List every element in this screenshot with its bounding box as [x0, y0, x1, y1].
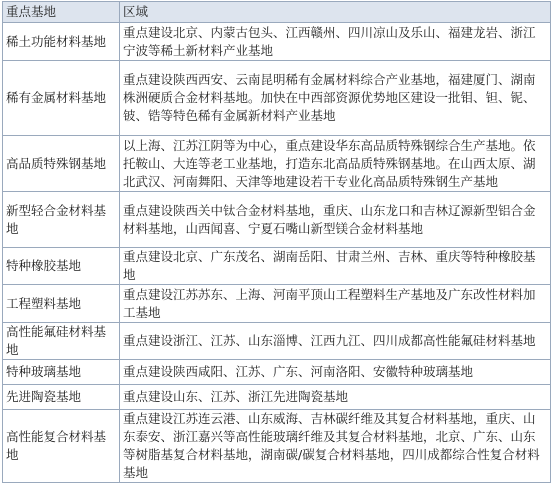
table-row	[3, 385, 551, 410]
row-base: 稀土功能材料基地	[3, 23, 120, 61]
row-base: 工程塑料基地	[3, 285, 120, 323]
row-region: 重点建设北京、广东茂名、湖南岳阳、甘肃兰州、吉林、重庆等特种橡胶基地	[120, 248, 551, 285]
row-base: 新型轻合金材料基地	[3, 192, 120, 248]
row-base: 高性能复合材料基地	[3, 410, 120, 483]
row-base: 高性能氟硅材料基地	[3, 323, 120, 360]
table-row	[3, 360, 551, 385]
row-base: 高品质特殊钢基地	[3, 136, 120, 192]
row-region: 重点建设陕西西安、云南昆明稀有金属材料综合产业基地，福建厦门、湖南株洲硬质合金材料基地。加快在中西部资源优势地区建设一批钼、钽、铌、铍、锆等特色稀有金属新材料产业基地	[120, 61, 551, 136]
bases-table	[2, 1, 551, 483]
table-row	[3, 285, 551, 323]
row-base: 特种玻璃基地	[3, 360, 120, 385]
table-row	[3, 248, 551, 285]
header-region: 区域	[120, 2, 551, 23]
row-region: 以上海、江苏江阴等为中心，重点建设华东高品质特殊钢综合生产基地。依托鞍山、大连等老工业基地，打造东北高品质特殊钢基地。在山西太原、湖北武汉、河南舞阳、天津等地建设若干专业化高品质特殊钢生产基地	[120, 136, 551, 192]
table-row	[3, 410, 551, 483]
row-region: 重点建设江苏连云港、山东威海、吉林碳纤维及其复合材料基地，重庆、山东泰安、浙江嘉兴等高性能玻璃纤维及其复合材料基地，北京、广东、山东等树脂基复合材料基地，湖南碳/碳复合材料基地，四川成都综合性复合材料基地	[120, 410, 551, 483]
row-region: 重点建设江苏苏东、上海、河南平顶山工程塑料生产基地及广东改性材料加工基地	[120, 285, 551, 323]
table-row	[3, 61, 551, 136]
row-region: 重点建设陕西关中钛合金材料基地，重庆、山东龙口和吉林辽源新型铝合金材料基地，山西闻喜、宁夏石嘴山新型镁合金材料基地	[120, 192, 551, 248]
row-base: 特种橡胶基地	[3, 248, 120, 285]
table-row	[3, 136, 551, 192]
row-region: 重点建设浙江、江苏、山东淄博、江西九江、四川成都高性能氟硅材料基地	[120, 323, 551, 360]
row-region: 重点建设山东、江苏、浙江先进陶瓷基地	[120, 385, 551, 410]
row-base: 稀有金属材料基地	[3, 61, 120, 136]
row-base: 先进陶瓷基地	[3, 385, 120, 410]
header-base: 重点基地	[3, 2, 120, 23]
table-row	[3, 323, 551, 360]
row-region: 重点建设北京、内蒙古包头、江西赣州、四川凉山及乐山、福建龙岩、浙江宁波等稀土新材料产业基地	[120, 23, 551, 61]
row-region: 重点建设陕西咸阳、江苏、广东、河南洛阳、安徽特种玻璃基地	[120, 360, 551, 385]
table-row	[3, 23, 551, 61]
table-row	[3, 192, 551, 248]
table-header-row	[3, 2, 551, 23]
